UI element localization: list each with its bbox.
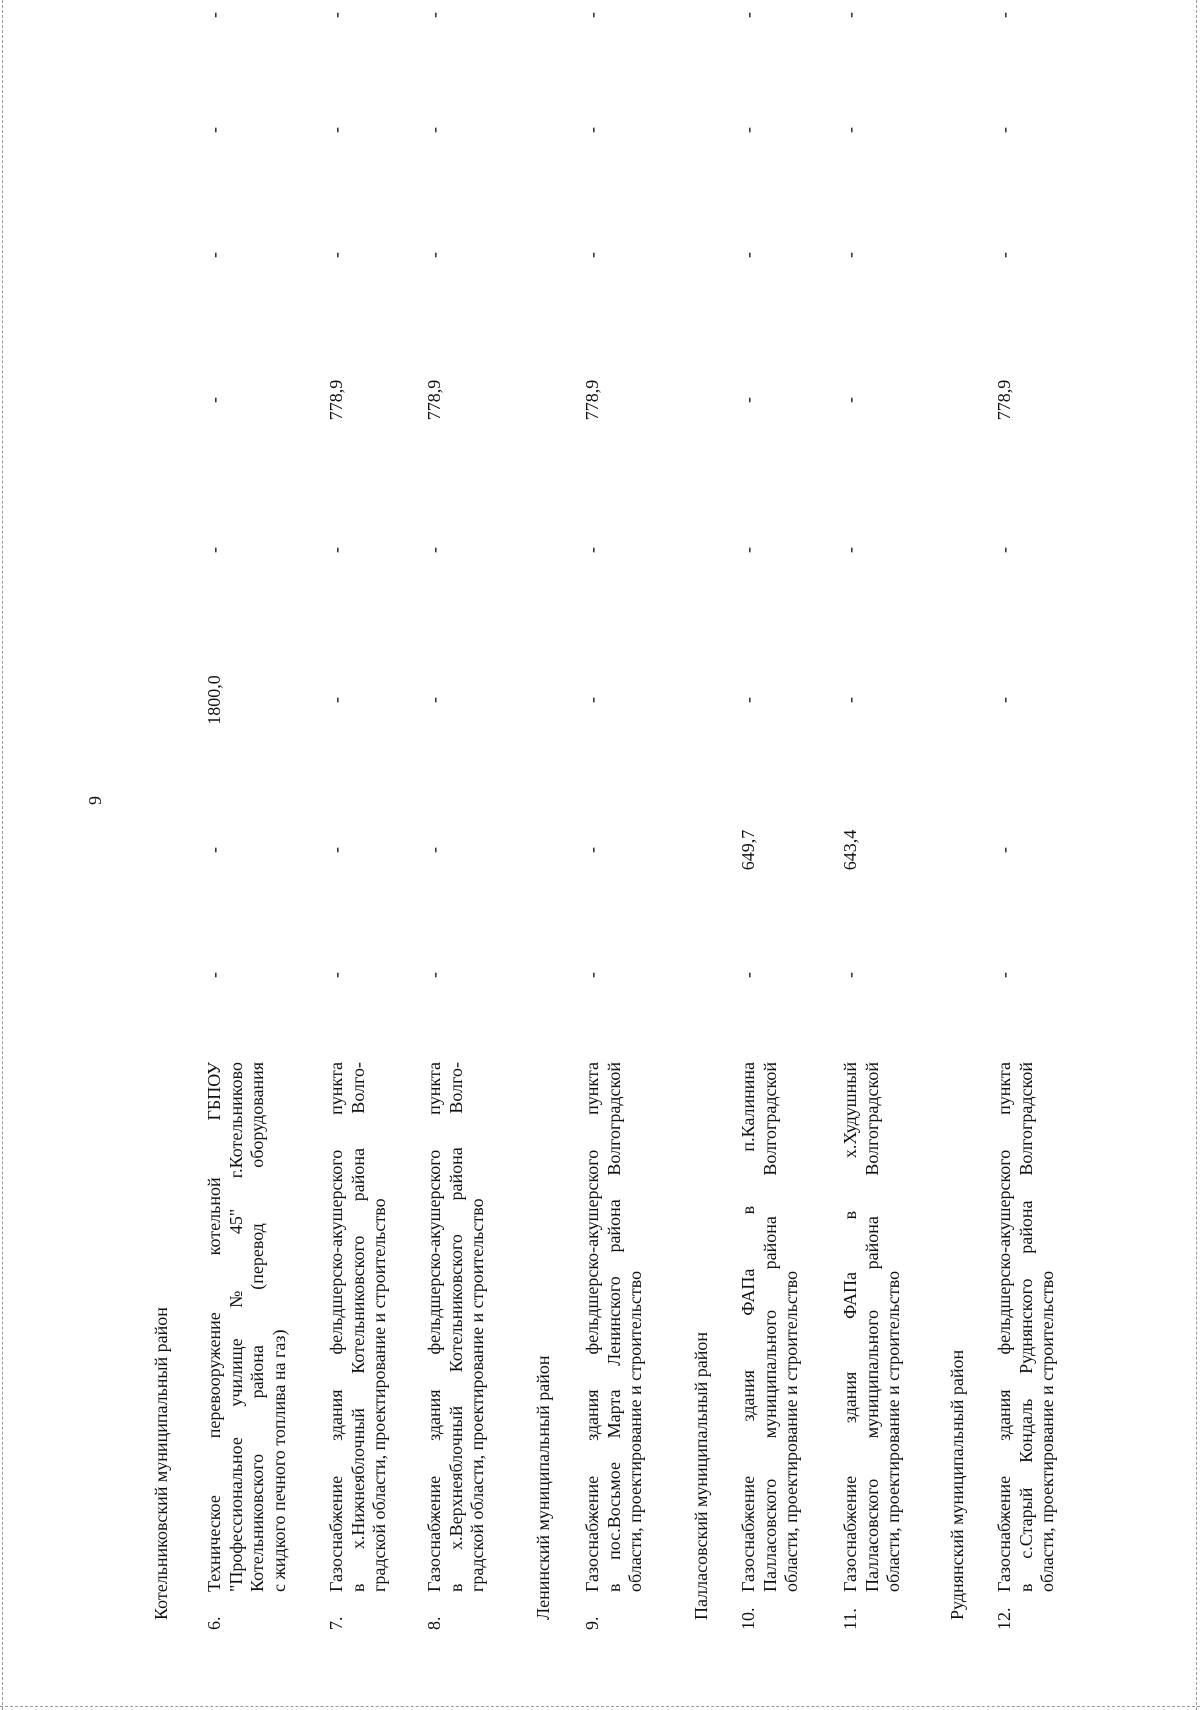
- value-cell-5: 778,9: [994, 379, 1014, 421]
- row-description: [840, 1062, 905, 1592]
- value-cell-4: -: [204, 547, 224, 553]
- description-line: Палласовского муниципального района Волгоградской: [759, 1062, 780, 1592]
- value-cell-4: -: [326, 547, 346, 553]
- value-cell-4: -: [582, 547, 602, 553]
- value-cell-7: -: [204, 127, 224, 133]
- table-row: [326, 12, 436, 1630]
- row-description: [738, 1062, 803, 1592]
- value-cell-2: 643,4: [840, 829, 860, 871]
- value-cell-8: -: [738, 12, 758, 18]
- table-row: [204, 12, 314, 1630]
- value-cell-4: -: [840, 547, 860, 553]
- section-heading-leninsky: Ленинский муниципальный район: [533, 1355, 553, 1620]
- value-cell-5: 778,9: [326, 379, 346, 421]
- value-cell-2: -: [994, 847, 1014, 853]
- description-line: Палласовского муниципального района Волгоградской: [861, 1062, 882, 1592]
- value-cell-2: -: [204, 847, 224, 853]
- value-cell-7: -: [326, 127, 346, 133]
- description-line: в х.Верхнеяблочный Котельниковского района Волго-: [445, 1062, 466, 1592]
- value-cell-1: -: [582, 972, 602, 978]
- row-description: [582, 1062, 647, 1592]
- section-heading-kotelnikovsky: Котельниковский муниципальный район: [151, 1307, 171, 1620]
- table-row: [738, 12, 848, 1630]
- value-cell-1: -: [738, 972, 758, 978]
- value-cell-7: -: [424, 127, 444, 133]
- value-cell-8: -: [424, 12, 444, 18]
- value-cell-4: -: [424, 547, 444, 553]
- value-cell-1: -: [326, 972, 346, 978]
- section-heading-pallasovsky: Палласовский муниципальный район: [691, 1332, 711, 1620]
- value-cell-6: -: [840, 252, 860, 258]
- value-cell-5: -: [204, 397, 224, 403]
- description-line: области, проектирование и строительство: [1037, 1270, 1057, 1592]
- description-line: Техническое перевооружение котельной ГБПОУ: [204, 1062, 224, 1592]
- value-cell-8: -: [582, 12, 602, 18]
- value-cell-8: -: [994, 12, 1014, 18]
- value-cell-5: -: [738, 397, 758, 403]
- page-number: 9: [85, 796, 105, 805]
- description-line: Газоснабжение здания фельдшерско-акушерского пункта: [326, 1062, 346, 1592]
- row-number: 10.: [738, 1607, 758, 1630]
- description-line: градской области, проектирование и строительство: [467, 1198, 487, 1592]
- value-cell-6: -: [424, 252, 444, 258]
- value-cell-6: -: [994, 252, 1014, 258]
- table-row: [424, 12, 534, 1630]
- value-cell-4: -: [738, 547, 758, 553]
- value-cell-5: -: [840, 397, 860, 403]
- description-line: в пос.Восьмое Марта Ленинского района Волгоградской: [603, 1062, 624, 1592]
- description-line: Газоснабжение здания ФАПа в х.Худушный: [840, 1062, 860, 1592]
- row-number: 8.: [424, 1616, 444, 1630]
- value-cell-6: -: [582, 252, 602, 258]
- value-cell-3: 1800,0: [204, 675, 224, 725]
- value-cell-3: -: [840, 697, 860, 703]
- value-cell-3: -: [424, 697, 444, 703]
- value-cell-5: 778,9: [582, 379, 602, 421]
- description-line: Газоснабжение здания ФАПа в п.Калинина: [738, 1062, 758, 1592]
- table-row: [582, 12, 692, 1630]
- value-cell-8: -: [326, 12, 346, 18]
- description-line: Газоснабжение здания фельдшерско-акушерского пункта: [424, 1062, 444, 1592]
- row-number: 7.: [326, 1616, 346, 1630]
- row-number: 11.: [840, 1608, 860, 1630]
- value-cell-1: -: [840, 972, 860, 978]
- description-line: области, проектирование и строительство: [625, 1270, 645, 1592]
- value-cell-2: -: [424, 847, 444, 853]
- description-line: с жидкого печного топлива на газ): [268, 1329, 289, 1592]
- row-description: [994, 1062, 1059, 1592]
- value-cell-4: -: [994, 547, 1014, 553]
- table-row: [840, 12, 950, 1630]
- value-cell-8: -: [840, 12, 860, 18]
- description-line: в х.Нижнеяблочный Котельниковского района Волго-: [347, 1062, 368, 1592]
- description-line: градской области, проектирование и строительство: [369, 1198, 389, 1592]
- value-cell-1: -: [994, 972, 1014, 978]
- table-row: [994, 12, 1104, 1630]
- value-cell-6: -: [738, 252, 758, 258]
- value-cell-6: -: [204, 252, 224, 258]
- section-heading-rudnyansky: Руднянский муниципальный район: [947, 1349, 967, 1620]
- value-cell-2: 649,7: [738, 829, 758, 871]
- value-cell-6: -: [326, 252, 346, 258]
- description-line: Газоснабжение здания фельдшерско-акушерского пункта: [994, 1062, 1014, 1592]
- description-line: области, проектирование и строительство: [883, 1270, 903, 1592]
- value-cell-7: -: [738, 127, 758, 133]
- value-cell-7: -: [840, 127, 860, 133]
- description-line: Газоснабжение здания фельдшерско-акушерского пункта: [582, 1062, 602, 1592]
- value-cell-5: 778,9: [424, 379, 444, 421]
- value-cell-8: -: [204, 12, 224, 18]
- value-cell-2: -: [582, 847, 602, 853]
- description-line: в с.Старый Кондаль Руднянского района Волгоградской: [1015, 1062, 1036, 1592]
- description-line: области, проектирование и строительство: [781, 1270, 801, 1592]
- value-cell-3: -: [994, 697, 1014, 703]
- description-line: "Профессиональное училище № 45" г.Котельниково: [225, 1062, 246, 1592]
- row-description: [204, 1062, 290, 1592]
- value-cell-3: -: [738, 697, 758, 703]
- value-cell-3: -: [326, 697, 346, 703]
- value-cell-1: -: [424, 972, 444, 978]
- row-description: [424, 1062, 489, 1592]
- description-line: Котельниковского района (перевод оборудования: [247, 1062, 267, 1592]
- row-number: 9.: [582, 1616, 602, 1630]
- value-cell-3: -: [582, 697, 602, 703]
- value-cell-2: -: [326, 847, 346, 853]
- row-number: 6.: [204, 1616, 224, 1630]
- value-cell-7: -: [994, 127, 1014, 133]
- row-description: [326, 1062, 391, 1592]
- row-number: 12.: [994, 1607, 1014, 1630]
- value-cell-7: -: [582, 127, 602, 133]
- value-cell-1: -: [204, 972, 224, 978]
